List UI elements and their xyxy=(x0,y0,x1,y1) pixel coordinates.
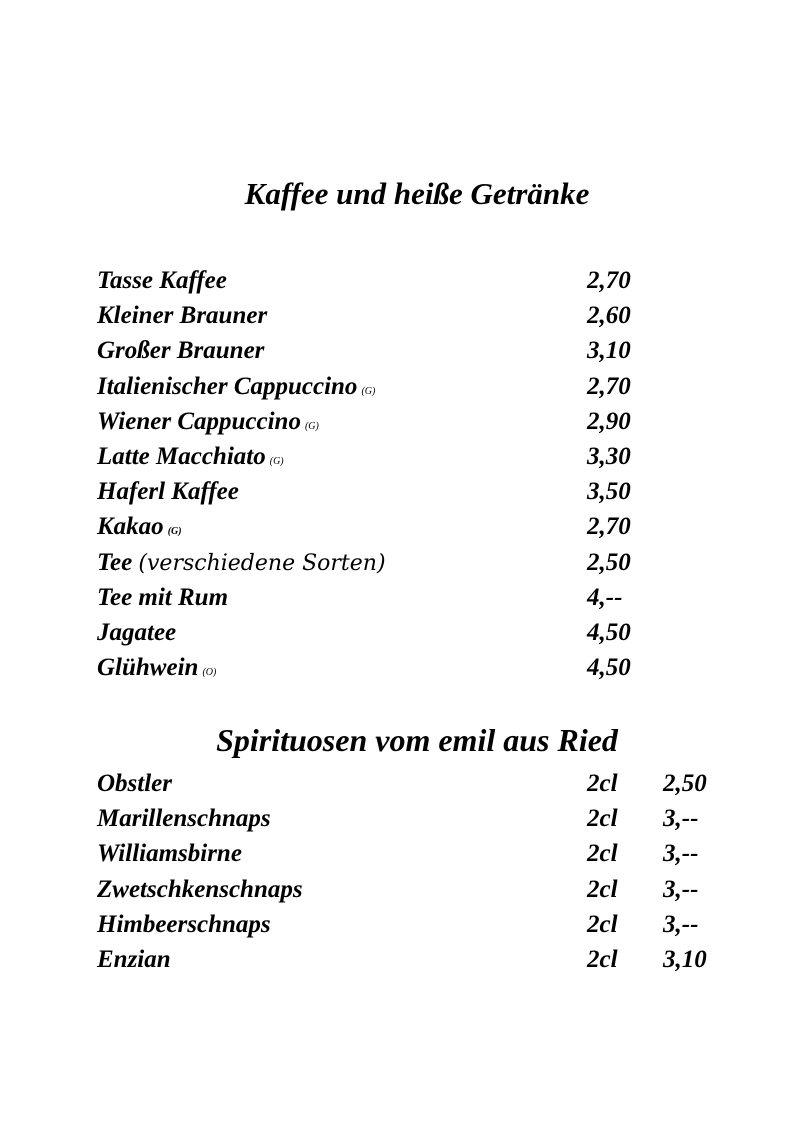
coffee-menu-item xyxy=(97,263,757,298)
item-name: Tee xyxy=(97,548,133,576)
item-price: 4,50 xyxy=(587,618,631,646)
spirits-menu-list xyxy=(97,766,757,977)
item-name-cell xyxy=(97,509,182,549)
item-price: 3,-- xyxy=(663,875,699,903)
item-price: 3,50 xyxy=(587,478,631,506)
item-name-cell xyxy=(97,615,176,650)
item-price: 2,50 xyxy=(663,770,707,797)
coffee-menu-item xyxy=(97,369,757,404)
coffee-menu-item xyxy=(97,333,757,368)
item-name: Marillenschnaps xyxy=(97,805,271,833)
item-size: 2cl xyxy=(587,840,618,868)
coffee-menu-item xyxy=(97,580,757,615)
item-size: 2cl xyxy=(587,770,618,797)
coffee-menu-item xyxy=(97,509,757,544)
spirits-menu-item xyxy=(97,872,757,907)
spirits-menu-item xyxy=(97,801,757,836)
item-name: Wiener Cappuccino xyxy=(97,407,301,435)
item-name: Tasse Kaffee xyxy=(97,267,227,294)
allergen-note: (G) xyxy=(361,385,376,397)
item-name: Kakao xyxy=(97,513,164,541)
spirits-menu-item xyxy=(97,907,757,942)
item-name-cell xyxy=(97,298,267,333)
item-price: 2,90 xyxy=(587,407,631,435)
item-price: 2,70 xyxy=(587,372,631,400)
item-name-cell xyxy=(97,474,239,509)
allergen-note: (G) xyxy=(167,526,182,538)
item-name: Latte Macchiato xyxy=(97,442,266,470)
item-name: Himbeerschnaps xyxy=(97,910,271,938)
coffee-menu-item xyxy=(97,615,757,650)
item-size: 2cl xyxy=(587,945,618,973)
item-price: 2,60 xyxy=(587,302,631,330)
item-price: 2,70 xyxy=(587,513,631,541)
allergen-note: (G) xyxy=(269,455,284,467)
item-size: 2cl xyxy=(587,805,618,833)
item-name-cell xyxy=(97,404,319,444)
item-price: 2,50 xyxy=(587,548,631,576)
item-size: 2cl xyxy=(587,875,618,903)
item-name: Italienischer Cappuccino xyxy=(97,372,358,400)
item-name: Haferl Kaffee xyxy=(97,478,239,506)
allergen-note: (G) xyxy=(304,420,319,432)
item-name: Tee mit Rum xyxy=(97,583,229,611)
item-size: 2cl xyxy=(587,910,618,938)
coffee-menu-item xyxy=(97,474,757,509)
item-name-cell xyxy=(97,439,284,479)
coffee-menu-item xyxy=(97,545,757,580)
item-name: Zwetschkenschnaps xyxy=(97,875,303,903)
spirits-menu-item xyxy=(97,766,757,801)
item-price: 3,30 xyxy=(587,442,631,470)
allergen-note: (O) xyxy=(202,667,217,679)
spirits-section-title: Spirituosen vom emil aus Ried xyxy=(216,722,618,758)
item-price: 3,-- xyxy=(663,805,699,833)
spirits-menu-item xyxy=(97,836,757,871)
item-name: Enzian xyxy=(97,945,171,973)
item-name-cell xyxy=(97,650,216,690)
item-name-cell xyxy=(97,369,375,409)
coffee-section-title: Kaffee und heiße Getränke xyxy=(244,176,590,211)
coffee-menu-item xyxy=(97,650,757,685)
item-price: 3,-- xyxy=(663,840,699,868)
coffee-menu-item xyxy=(97,404,757,439)
item-name-cell xyxy=(97,580,228,615)
item-price: 3,10 xyxy=(587,337,631,365)
item-description: (verschiedene Sorten) xyxy=(138,550,386,576)
item-name: Williamsbirne xyxy=(97,840,242,868)
item-name-cell xyxy=(97,333,264,368)
item-name-cell xyxy=(97,263,227,298)
item-name: Glühwein xyxy=(97,654,199,682)
item-name: Großer Brauner xyxy=(97,337,265,365)
coffee-menu-item xyxy=(97,439,757,474)
item-price: 2,70 xyxy=(587,267,631,294)
item-price: 4,-- xyxy=(587,583,623,611)
coffee-menu-list xyxy=(97,263,757,685)
spirits-menu-item xyxy=(97,942,757,977)
item-name: Obstler xyxy=(97,770,172,797)
item-price: 3,-- xyxy=(663,910,699,938)
item-name-cell xyxy=(97,545,386,581)
item-name: Jagatee xyxy=(97,618,177,646)
item-price: 4,50 xyxy=(587,654,631,682)
coffee-menu-item xyxy=(97,298,757,333)
item-name: Kleiner Brauner xyxy=(97,302,268,330)
item-price: 3,10 xyxy=(663,945,707,973)
